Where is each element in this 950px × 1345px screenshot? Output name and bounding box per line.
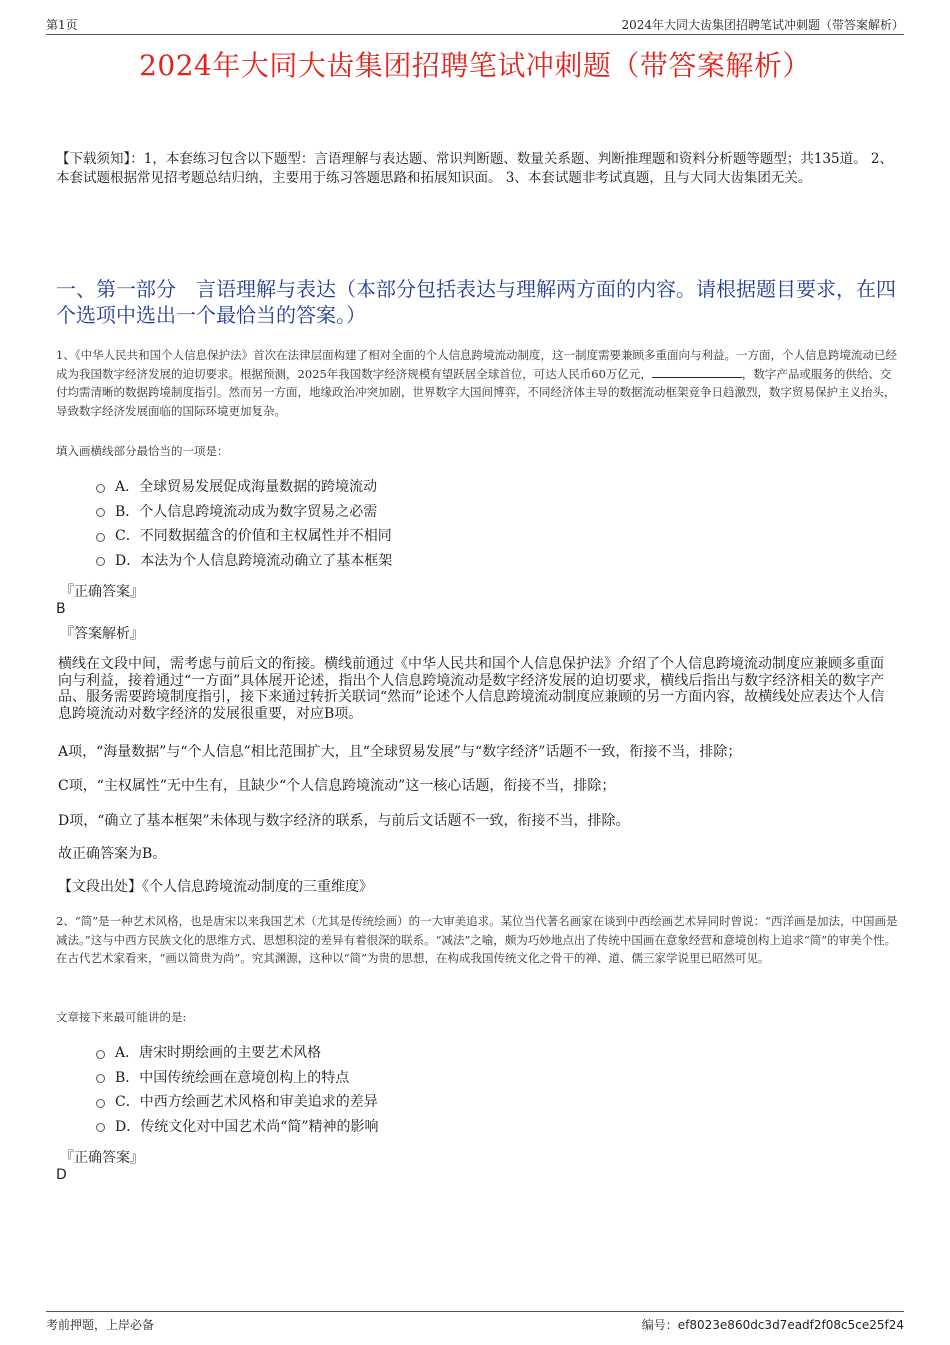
footer-code-value: ef8023e860dc3d7eadf2f08c5ce25f24 [677, 1318, 904, 1332]
answer-analysis: 横线在文段中间，需考虑与前后文的衔接。横线前通过《中华人民共和国个人信息保护法》介绍了个人信息跨境流动制度应兼顾多重面向与利益，接着通过“一方面”具体展开论述，指出个人信息跨境流动是数字经济发展的迫切要求，横线后指出与数字经济相关的数字产品、服务需要跨境制度指引，接下来通过转折关联词“然而”论述个人信息跨境流动制度应兼顾的另一方面内容，故横线处应表达个人信息跨境流动对数字经济的发展很重要，对应B项。 [58, 656, 885, 722]
radio-icon[interactable] [96, 1123, 105, 1132]
conclusion: 故正确答案为B。 [58, 846, 167, 862]
option-d-note: D项，“确立了基本框架”未体现与数字经济的联系，与前后文话题不一致，衔接不当，排除。 [58, 813, 630, 829]
radio-icon[interactable] [96, 1099, 105, 1108]
radio-icon[interactable] [96, 508, 105, 517]
option-c[interactable]: C．中西方绘画艺术风格和审美追求的差异 [96, 1089, 379, 1114]
page-number: 第1页 [46, 18, 78, 32]
radio-icon[interactable] [96, 1074, 105, 1083]
question-1-prompt: 填入画横线部分最恰当的一项是： [56, 444, 229, 458]
radio-icon[interactable] [96, 484, 105, 493]
footer-code [642, 1316, 904, 1333]
option-a[interactable]: A．全球贸易发展促成海量数据的跨境流动 [96, 474, 392, 499]
download-notice: 【下载须知】：1，本套练习包含以下题型：言语理解与表达题、常识判断题、数量关系题、判断推理题和资料分析题等题型；共135道。 2、本套试题根据常见招考题总结归纳，主要用于练习答题思路和拓展知识面。 3、本套试题非考试真题，且与大同大齿集团无关。 [56, 151, 893, 186]
fill-blank [652, 367, 742, 378]
question-2-text: 2、“简”是一种艺术风格，也是唐宋以来我国艺术（尤其是传统绘画）的一大审美追求。某位当代著名画家在谈到中西绘画艺术异同时曾说：“西洋画是加法，中国画是减法。”这与中西方民族文化的思维方式、思想积淀的差异有着很深的联系。“减法”之喻，颇为巧妙地点出了传统中国画在意象经营和意境创构上追求“简”的审美个性。在古代艺术家看来，“画以简贵为尚”。究其渊源，这种以“简”为贵的思想，在构成我国传统文化之骨干的禅、道、儒三家学说里已昭然可见。 [56, 914, 898, 965]
question-1-options [96, 474, 392, 572]
page-footer [46, 1311, 904, 1336]
footer-slogan: 考前押题，上岸必备 [46, 1318, 155, 1332]
footer-code-label: 编号： [641, 1318, 678, 1332]
page-header [46, 14, 904, 35]
document-title: 2024年大同大齿集团招聘笔试冲刺题（带答案解析） [139, 49, 811, 82]
option-c-note: C项，“主权属性”无中生有，且缺少“个人信息跨境流动”这一核心话题，衔接不当，排除； [58, 778, 616, 794]
radio-icon[interactable] [96, 1050, 105, 1059]
option-b[interactable]: B．个人信息跨境流动成为数字贸易之必需 [96, 499, 392, 524]
correct-answer: B [56, 601, 66, 617]
source-reference: 【文段出处】《个人信息跨境流动制度的三重维度》 [58, 879, 373, 895]
question-1-text [56, 346, 898, 420]
option-d[interactable]: D．本法为个人信息跨境流动确立了基本框架 [96, 548, 392, 573]
header-doc-name: 2024年大同大齿集团招聘笔试冲刺题（带答案解析） [621, 18, 904, 32]
correct-answer-label: 『正确答案』 [60, 1150, 144, 1166]
option-d[interactable]: D．传统文化对中国艺术尚“简”精神的影响 [96, 1114, 379, 1139]
question-1-text-before: 1、《中华人民共和国个人信息保护法》首次在法律层面构建了相对全面的个人信息跨境流动制度，这一制度需要兼顾多重面向与利益。一方面，个人信息跨境流动已经成为我国数字经济发展的迫切要求。根据预测，2025年我国数字经济规模有望跃居全球首位，可达人民币60万亿元， [56, 348, 898, 381]
radio-icon[interactable] [96, 557, 105, 566]
correct-answer: D [56, 1167, 67, 1183]
option-c[interactable]: C．不同数据蕴含的价值和主权属性并不相同 [96, 523, 392, 548]
option-a-note: A项，“海量数据”与“个人信息”相比范围扩大，且“全球贸易发展”与“数字经济”话题不一致，衔接不当，排除； [58, 744, 742, 760]
question-1-text-after: ，数字产品或服务的供给、交付均需清晰的数据跨境制度指引。然而另一方面，地缘政治冲突加剧，世界数字大国间博弈，不同经济体主导的数据流动框架竞争日趋激烈，数字贸易保护主义抬头，导致数字经济发展面临的国际环境更加复杂。 [56, 366, 896, 418]
option-b[interactable]: B．中国传统绘画在意境创构上的特点 [96, 1065, 379, 1090]
question-2-prompt: 文章接下来最可能讲的是: [56, 1010, 187, 1024]
analysis-label: 『答案解析』 [60, 626, 144, 642]
radio-icon[interactable] [96, 533, 105, 542]
question-2-options [96, 1040, 379, 1138]
correct-answer-label: 『正确答案』 [60, 584, 144, 600]
section-title: 一、第一部分 言语理解与表达（本部分包括表达与理解两方面的内容。请根据题目要求，在四个选项中选出一个最恰当的答案。） [56, 277, 896, 327]
option-a[interactable]: A．唐宋时期绘画的主要艺术风格 [96, 1040, 379, 1065]
